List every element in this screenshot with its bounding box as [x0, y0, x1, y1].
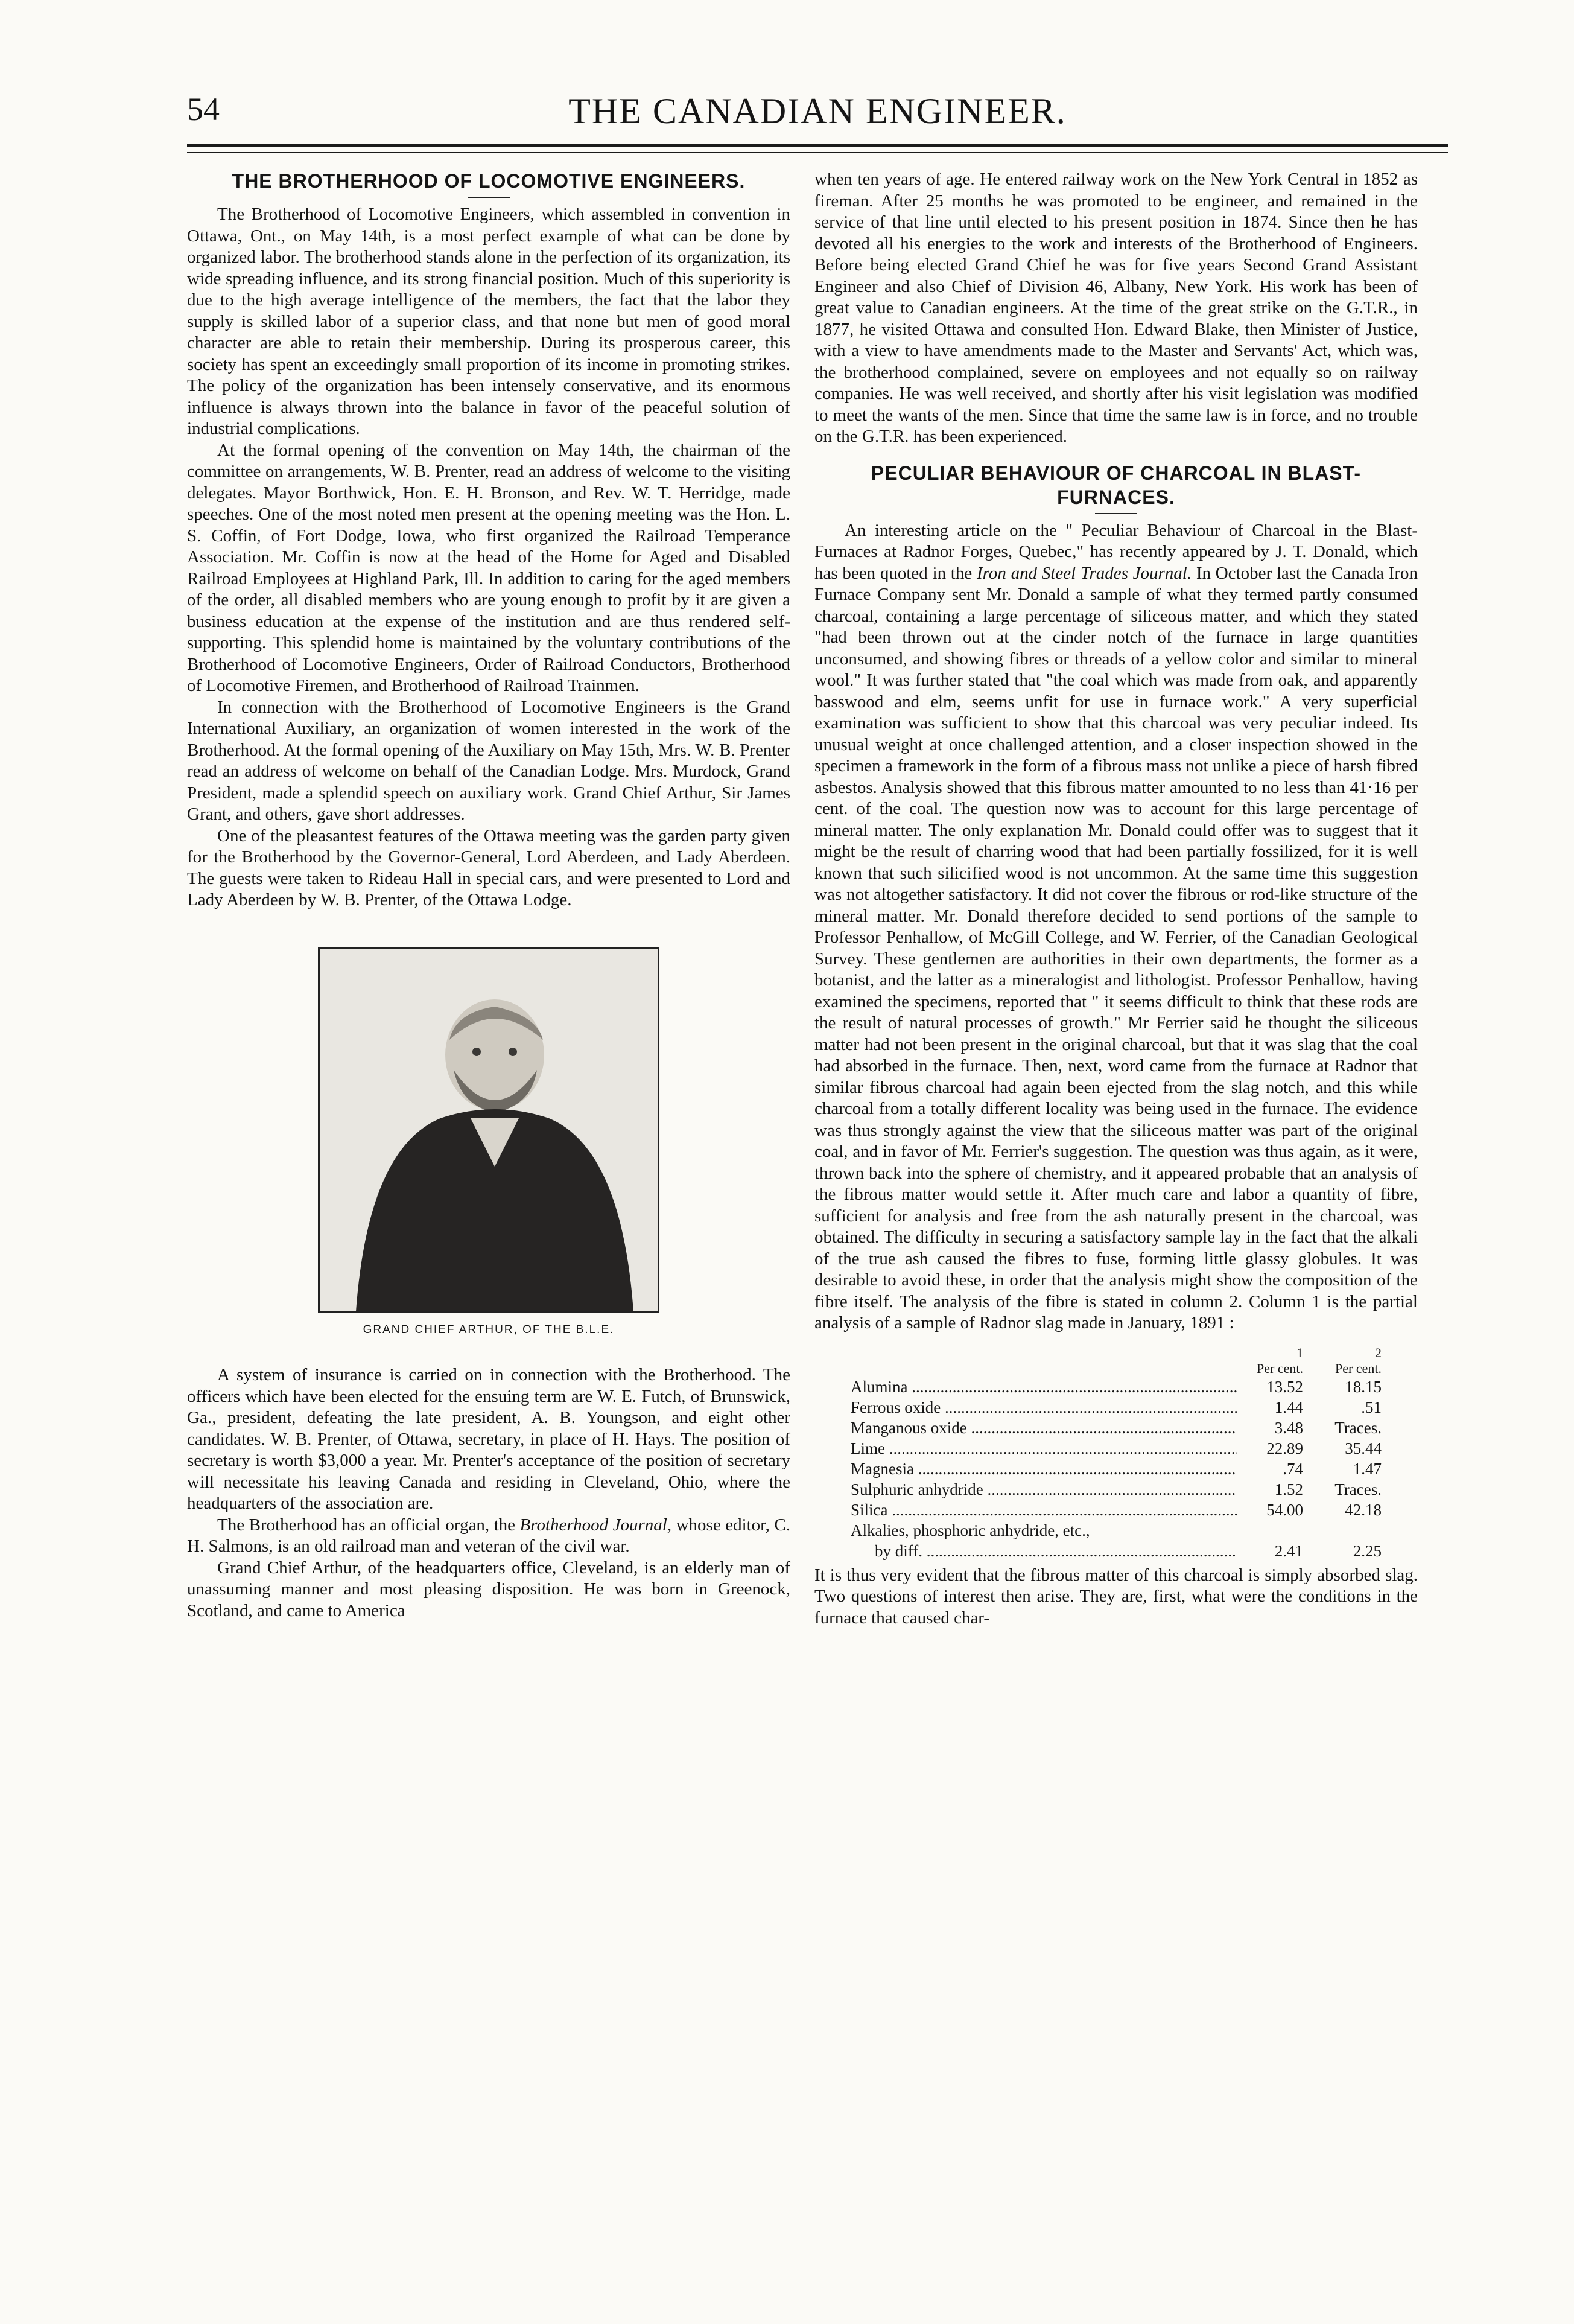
paragraph: [814, 520, 1418, 1334]
row-label: Sulphuric anhydride .....: [851, 1479, 1237, 1500]
text-run: In October last the Canada Iron Furnace Company sent Mr. Donald a sample of what they termed partly consumed charcoal, containing a large percentage of siliceous matter, and which they stated "had been thrown out at the cinder notch of the furnace in large quantities unconsumed, and showing fibres or threads of a yellow color and similar to mineral wool." It was further stated that "the coal which was made from oak, and apparently basswood and elm, seems unfit for use in furnace work." A very superficial examination was sufficient to show that this charcoal was very peculiar indeed. Its unusual weight at once challenged attention, and a closer inspection showed in the specimen a framework in the form of a fibrous mass not unlike a piece of harsh fibred asbestos. Analysis showed that this fibrous matter amounted to no less than 41·16 per cent. of the coal. The question now was to account for this large percentage of mineral matter. The only explanation Mr. Donald could offer was to suggest that it might be the result of charring wood that had been partially fossilized, for it is well known that such silicified wood is not uncommon. At the same time this suggestion was not altogether satisfactory. It did not cover the fibrous or rod-like structure of the mineral matter. Mr. Donald therefore decided to send portions of the sample to Professor Penhallow, of McGill College, and W. Ferrier, of the Canadian Geological Survey. These gentlemen are authorities in their own departments, the former as a botanist, and the latter as a mineralogist and lithologist. Professor Penhallow, having examined the specimens, reported that " it seems difficult to think that these rods are the result of natural processes of growth." Mr Ferrier said he thought the siliceous matter had not been present in the original charcoal, but that it was slag that the coal had absorbed in the furnace. Then, next, word came from the furnace at Radnor that similar fibrous charcoal had again been ejected from the slag notch, and this while charcoal from a totally different locality was being used in the furnace. The evidence was thus strongly against the view that the siliceous matter was part of the original coal, and in favor of Mr. Ferrier's suggestion. The question was thus again, as it were, thrown back into the sphere of chemistry, and it appeared probable that an analysis of the fibrous matter would settle it. After much care and labor a quantity of fibre, sufficient for analysis and free from the ash naturally present in the charcoal, was obtained. The difficulty in securing a satisfactory sample lay in the fact that the alkali of the true ash caused the fibres to fuse, forming little glassy globules. It was desirable to avoid these, in order that the analysis might show the composition of the fibre itself. The analysis of the fibre is stated in column 2. Column 1 is the partial analysis of a sample of Radnor slag made in January, 1891 :: [814, 563, 1418, 1332]
table-row: [851, 1418, 1382, 1438]
cell-col1: .74: [1283, 1459, 1303, 1478]
row-label: Alkalies, phosphoric anhydride, etc.,: [851, 1521, 1090, 1539]
text-run: The Brotherhood has an official organ, the: [217, 1515, 516, 1535]
cell-col1: 54.00: [1266, 1500, 1303, 1519]
portrait-photo-image: [320, 949, 658, 1311]
text-run: An interesting article on the " Peculiar Behaviour of Charcoal in the Blast-Furnaces at Radnor Forges, Quebec," has recently appeared by J. T. Donald, which has been quoted in the: [814, 520, 1418, 583]
journal-title: THE CANADIAN ENGINEER.: [568, 91, 1067, 131]
cell-col1: 13.52: [1266, 1377, 1303, 1396]
row-label: Silica .....: [851, 1500, 1237, 1520]
page-header: [187, 91, 1448, 139]
photo-caption: GRAND CHIEF ARTHUR, OF THE B.L.E.: [363, 1323, 615, 1336]
row-label: Lime .....: [851, 1438, 1237, 1459]
journal-name: Iron and Steel Trades Journal.: [976, 563, 1192, 583]
row-label: Manganous oxide .....: [851, 1418, 1237, 1438]
cell-col2: 42.18: [1345, 1500, 1382, 1519]
cell-col2: 2.25: [1353, 1541, 1382, 1560]
cell-col2: Traces.: [1334, 1418, 1382, 1437]
table-row-label-only: [851, 1520, 1382, 1541]
cell-col1: 2.41: [1274, 1541, 1303, 1560]
article-title-charcoal: PECULIAR BEHAVIOUR OF CHARCOAL IN BLAST-FURNACES.: [871, 462, 1362, 508]
paragraph: [187, 1515, 790, 1558]
table-row: [851, 1377, 1382, 1397]
paragraph: A system of insurance is carried on in connection with the Brotherhood. The officers which have been elected for the ensuing term are W. E. Futch, of Brunswick, Ga., president, defeating the late president, A. B. Youngson, and eight other candidates. W. B. Prenter, of Ottawa, secretary, in place of H. Hays. The position of secretary is worth $3,000 a year. Mr. Prenter's acceptance of the position of secretary will necessitate his leaving Canada and residing in Cleveland, Ohio, where the headquarters of the association are.: [187, 1365, 790, 1513]
row-label: by diff. .....: [851, 1541, 1237, 1561]
table-header-row: [851, 1345, 1382, 1361]
text-run: whose editor, C. H. Salmons, is an old railroad man and veteran of the civil war.: [187, 1515, 791, 1556]
cell-col2: .51: [1361, 1398, 1382, 1416]
cell-col1: 3.48: [1274, 1418, 1303, 1437]
row-label: Ferrous oxide .....: [851, 1397, 1237, 1418]
paragraph: One of the pleasantest features of the Ottawa meeting was the garden party given for the Brotherhood by the Governor-General, Lord Aberdeen, and Lady Aberdeen. The guests were taken to Rideau Hall in special cars, and were presented to Lord and Lady Aberdeen by W. B. Prenter, of the Ottawa Lodge.: [187, 826, 790, 909]
cell-col2: 18.15: [1345, 1377, 1382, 1396]
column-unit-2: Per cent.: [1335, 1360, 1382, 1376]
paragraph: In connection with the Brotherhood of Locomotive Engineers is the Grand International Auxiliary, an organization of women interested in the work of the Brotherhood. At the formal opening of the Auxiliary on May 15th, Mrs. W. B. Prenter read an address of welcome on behalf of the Canadian Lodge. Mrs. Murdock, Grand President, made a splendid speech on auxiliary work. Grand Chief Arthur, Sir James Grant, and others, gave short addresses.: [187, 697, 790, 824]
table-row: [851, 1479, 1382, 1500]
table-row: [851, 1541, 1382, 1561]
cell-col1: 22.89: [1266, 1439, 1303, 1457]
header-rule-thick: [187, 144, 1448, 147]
cell-col1: 1.44: [1274, 1398, 1303, 1416]
row-label: Alumina .....: [851, 1377, 1237, 1397]
paragraph: It is thus very evident that the fibrous matter of this charcoal is simply absorbed slag. Two questions of interest then arise. They are, first, what were the conditions in the furnace that caused char-: [814, 1565, 1418, 1628]
cell-col2: 35.44: [1345, 1439, 1382, 1457]
left-column: [187, 169, 790, 1622]
paragraph: The Brotherhood of Locomotive Engineers, which assembled in convention in Ottawa, Ont., on May 14th, is a most perfect example of what can be done by organized labor. The brotherhood stands alone in the perfection of its organization, its wide spreading influence, and its strong financial position. Much of this superiority is due to the high average intelligence of the members, the fact that the labor they supply is skilled labor of a superior class, and that none but men of good moral character are able to retain their membership. During its prosperous career, this society has spent an exceedingly small proportion of its income in promoting strikes. The policy of the organization has been intensely conservative, and its enormous influence is always thrown into the balance in favor of the peaceful solution of industrial complications.: [187, 205, 790, 438]
table-row: [851, 1500, 1382, 1520]
table-row: [851, 1459, 1382, 1479]
article-title-brotherhood: THE BROTHERHOOD OF LOCOMOTIVE ENGINEERS.: [232, 170, 746, 192]
journal-name: Brotherhood Journal,: [519, 1515, 672, 1535]
table-unit-row: [851, 1361, 1382, 1377]
right-column: [814, 169, 1418, 1629]
table-row: [851, 1397, 1382, 1418]
paragraph-continued: when ten years of age. He entered railway work on the New York Central in 1852 as fireman. After 25 months he was promoted to be engineer, and remained in the service of that line until elected to his present position in 1874. Since then he has devoted all his energies to the work and interests of the Brotherhood of Engineers. Before being elected Grand Chief he was for five years Second Grand Assistant Engineer and also Chief of Division 46, Albany, New York. His work has been of great value to Canadian engineers. At the time of the great strike on the G.T.R., in 1877, he visited Ottawa and consulted Hon. Edward Blake, then Minister of Justice, with a view to have amendments made to the Master and Servants' Act, which was, the brotherhood complained, severe on employees and not equally so on railway companies. He was well received, and shortly after his visit legislation was modified to meet the wants of the men. Since that time the same law is in force, and no trouble on the G.T.R. has been experienced.: [814, 170, 1418, 446]
portrait-photo: [318, 947, 659, 1313]
cell-col2: Traces.: [1334, 1480, 1382, 1498]
column-number-1: 1: [1296, 1345, 1303, 1360]
paragraph: Grand Chief Arthur, of the headquarters office, Cleveland, is an elderly man of unassuming manner and most pleasing disposition. He was born in Greenock, Scotland, and came to America: [187, 1558, 790, 1620]
row-label: Magnesia .....: [851, 1459, 1237, 1479]
analysis-table: [851, 1345, 1382, 1561]
column-unit-1: Per cent.: [1257, 1360, 1303, 1376]
cell-col2: 1.47: [1353, 1459, 1382, 1478]
paragraph: At the formal opening of the convention on May 14th, the chairman of the committee on arrangements, W. B. Prenter, read an address of welcome to the visiting delegates. Mayor Borthwick, Hon. E. H. Bronson, and Rev. W. T. Herridge, made speeches. One of the most noted men present at the opening meeting was the Hon. L. S. Coffin, of Fort Dodge, Iowa, who first organized the Railroad Temperance Association. Mr. Coffin is now at the head of the Home for Aged and Disabled Railroad Employees at Highland Park, Ill. In addition to caring for the aged members of the order, all disabled members who are young enough to profit by it are given a business education at the expense of the institution and are thus rendered self-supporting. This splendid home is maintained by the voluntary contributions of the Brotherhood of Locomotive Engineers, Order of Railroad Conductors, Brotherhood of Locomotive Firemen, and Brotherhood of Railroad Trainmen.: [187, 440, 790, 695]
cell-col1: 1.52: [1274, 1480, 1303, 1498]
table-row: [851, 1438, 1382, 1459]
title-divider: [468, 197, 510, 198]
header-rule-thin: [187, 152, 1448, 153]
title-divider: [1095, 513, 1137, 514]
page-number: 54: [187, 91, 220, 127]
column-number-2: 2: [1375, 1345, 1382, 1360]
